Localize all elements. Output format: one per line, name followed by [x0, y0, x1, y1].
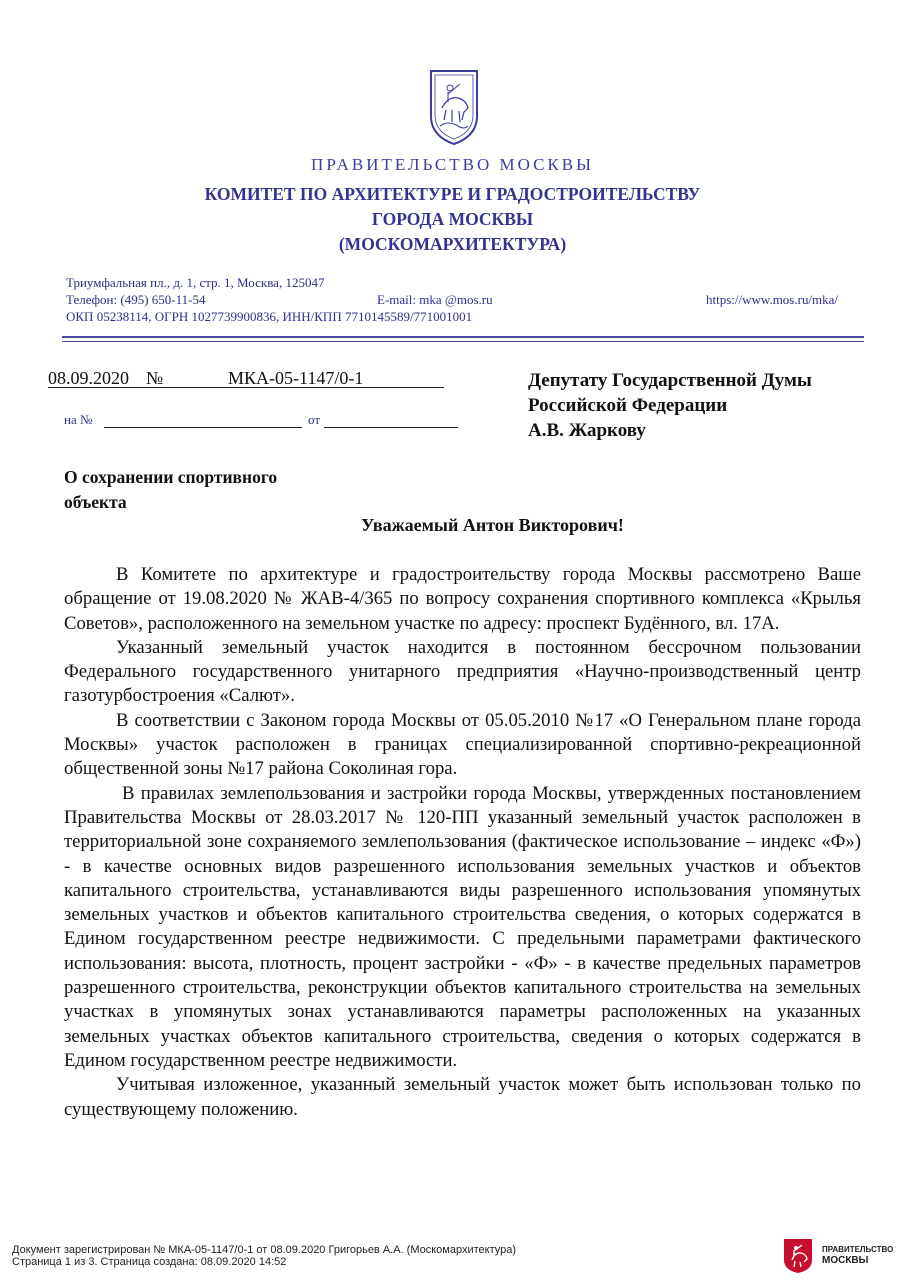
- subject-line1: О сохранении спортивного: [64, 467, 278, 487]
- registration-number: МКА-05-1147/0-1: [228, 368, 364, 388]
- registration-footer: [12, 1244, 516, 1268]
- paragraph: Указанный земельный участок находится в постоянном бессрочном пользовании Федерального государственного унитарного предприятия «Научно-производственный центр газотурбостроения «Салют».: [64, 636, 861, 707]
- moscow-government-logo-text: [822, 1245, 893, 1267]
- moscow-coat-of-arms-icon: [428, 68, 480, 146]
- paragraph: В Комитете по архитектуре и градостроительству города Москвы рассмотрено Ваше обращение от 19.08.2020 № ЖАВ-4/365 по вопросу сохранения спортивного комплекса «Крылья Советов», расположенного на земельном участке по адресу: проспект Будённого, вл. 17А.: [64, 564, 861, 634]
- header-rule: [62, 336, 864, 338]
- phone: Телефон: (495) 650-11-54: [66, 292, 206, 307]
- addressee-line3: А.В. Жаркову: [528, 420, 646, 441]
- moscow-government-logo-icon: [783, 1238, 813, 1274]
- paragraph: В соответствии с Законом города Москвы от 05.05.2010 №17 «О Генеральном плане города Москвы» участок расположен в границах специализированной спортивно-рекреационной общественной зоны №17 района Соколиная гора.: [64, 709, 861, 780]
- government-title: ПРАВИТЕЛЬСТВО МОСКВЫ: [311, 155, 594, 174]
- registration-underline: [48, 387, 444, 388]
- paragraph: Учитывая изложенное, указанный земельный участок может быть использован только по существующему положению.: [64, 1074, 861, 1120]
- reference-number-label: на №: [64, 412, 93, 427]
- greeting: Уважаемый Антон Викторович!: [361, 515, 624, 535]
- addressee: [528, 368, 812, 443]
- committee-name-line3: (МОСКОМАРХИТЕКТУРА): [338, 234, 567, 254]
- reference-date-line: [324, 427, 458, 428]
- logo-text-line2: МОСКВЫ: [822, 1255, 869, 1266]
- paragraph: В правилах землепользования и застройки города Москвы, утвержденных постановлением Правительства Москвы от 28.03.2017 № 120-ПП указанный земельный участок расположен в территориальной зоне сохраняемого землепользования (фактическое использование – индекс «Ф») - в качестве основных видов разрешенного использования земельных участков и объектов капитального строительства, устанавливаются виды разрешенного использования упомянутых земельных участков и объектов капитального строительства сведения, о которых содержатся в Едином государственном реестре недвижимости. С предельными параметрами фактического использования: высота, плотность, процент застройки - «Ф» - в качестве предельных параметров разрешенного строительства, реконструкции объектов капитального строительства на земельных участках в упомянутых зонах устанавливаются параметры расположенных на указанных земельных участках объектов капитального строительства, сведения о которых содержатся в Едином государственном реестре недвижимости.: [64, 782, 861, 1071]
- subject: [64, 465, 277, 515]
- logo-text-line1: ПРАВИТЕЛЬСТВО: [822, 1245, 894, 1254]
- registration-number-label: №: [146, 368, 164, 388]
- reference-date-label: от: [308, 412, 321, 427]
- footer-line2: Страница 1 из 3. Страница создана: 08.09.2020 14:52: [12, 1256, 287, 1268]
- addressee-line2: Российской Федерации: [528, 395, 728, 416]
- website-link[interactable]: https://www.mos.ru/mka/: [706, 292, 839, 307]
- header-rule-thin: [62, 341, 864, 342]
- subject-line2: объекта: [64, 492, 127, 512]
- committee-name-line2: ГОРОДА МОСКВЫ: [371, 209, 534, 229]
- letter-body: [64, 563, 861, 1122]
- footer-line1: Документ зарегистрирован № МКА-05-1147/0-1 от 08.09.2020 Григорьев А.А. (Москомархитектура): [12, 1244, 517, 1256]
- reference-number-line: [104, 427, 302, 428]
- registry-codes: ОКП 05238114, ОГРН 1027739900836, ИНН/КПП 7710145589/771001001: [66, 309, 473, 324]
- email: E-mail: mka @mos.ru: [377, 292, 493, 307]
- registration-date: 08.09.2020: [48, 368, 129, 388]
- address: Триумфальная пл., д. 1, стр. 1, Москва, 125047: [66, 275, 325, 290]
- committee-name-line1: КОМИТЕТ ПО АРХИТЕКТУРЕ И ГРАДОСТРОИТЕЛЬСТВУ: [204, 184, 701, 204]
- addressee-line1: Депутату Государственной Думы: [528, 370, 812, 391]
